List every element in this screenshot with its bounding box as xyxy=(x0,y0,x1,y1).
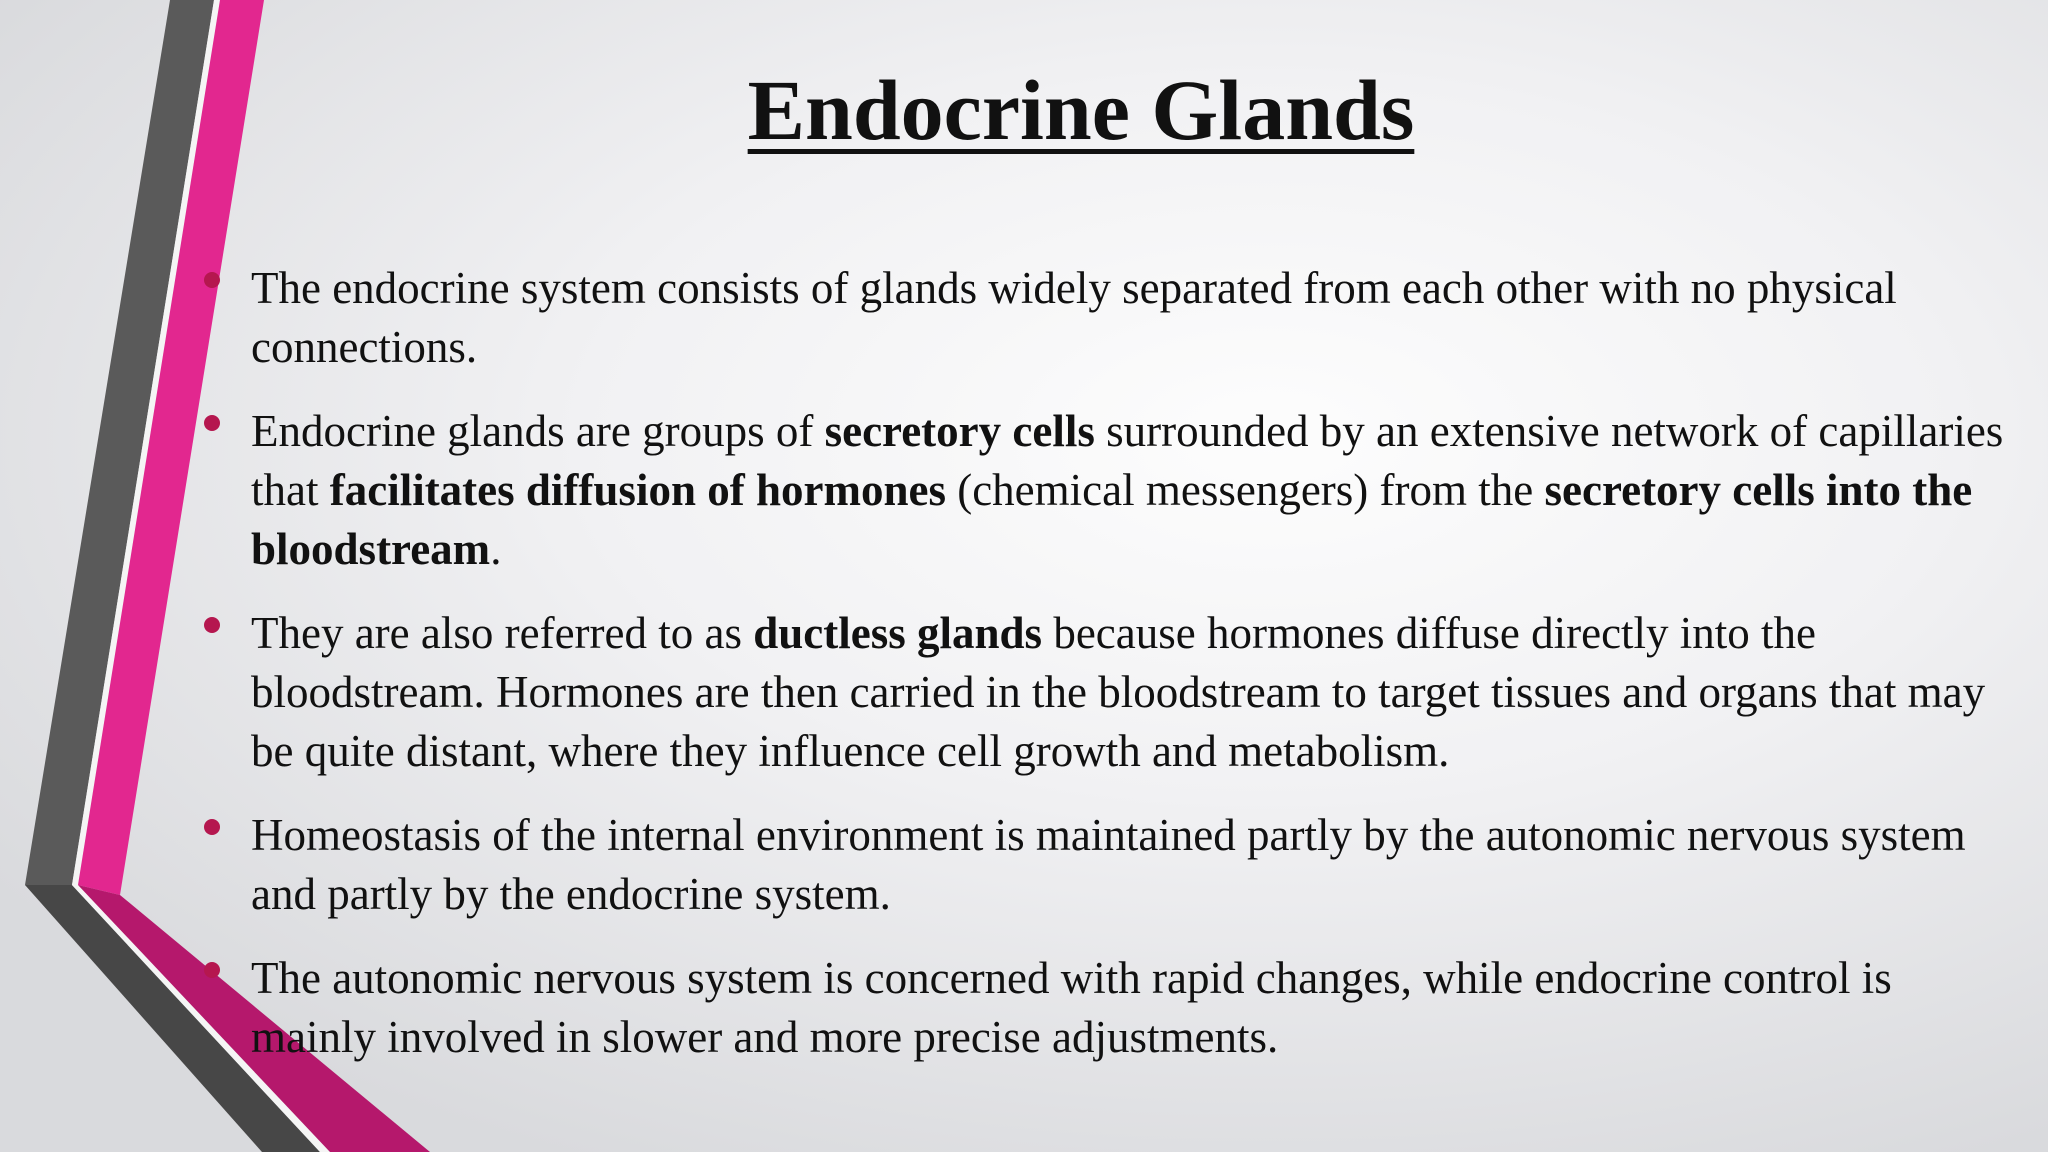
bullet-bold-text: ductless glands xyxy=(753,608,1043,658)
bullet-text: The endocrine system consists of glands widely separated from each other with no physical connections. xyxy=(251,263,1897,372)
slide-title xyxy=(700,58,1462,163)
bullet-text: . xyxy=(490,524,502,574)
bullet-text: (chemical messengers) from the xyxy=(945,465,1545,515)
bullet-text: surrounded by an extensive network of capillaries that xyxy=(251,406,2004,515)
bullet-dot-icon xyxy=(204,819,220,835)
bullet-text: because hormones diffuse directly into the bloodstream. Hormones are then carried in the bloodstream to target tissues and organs that may be quite distant, where they influence cell growth and metabolism. xyxy=(251,608,1986,776)
bullet-list xyxy=(251,259,2011,1092)
bullet-text: Endocrine glands are groups of xyxy=(251,406,825,456)
bullet-bold-text: secretory cells xyxy=(824,406,1095,456)
bullet-text: Homeostasis of the internal environment is maintained partly by the autonomic nervous system and partly by the endocrine system. xyxy=(251,810,1966,919)
bullet-text: The autonomic nervous system is concerned with rapid changes, while endocrine control is mainly involved in slower and more precise adjustments. xyxy=(251,953,1892,1062)
bullet-bold-text: secretory cells into the bloodstream xyxy=(251,465,1973,574)
bullet-item xyxy=(251,604,2011,781)
bullet-item xyxy=(251,806,2011,924)
bullet-text: They are also referred to as xyxy=(251,608,754,658)
bullet-bold-text: facilitates diffusion of hormones xyxy=(329,465,946,515)
bullet-dot-icon xyxy=(204,617,220,633)
slide-title-text: Endocrine Glands xyxy=(747,62,1415,158)
bullet-dot-icon xyxy=(204,962,220,978)
bullet-dot-icon xyxy=(204,272,220,288)
bullet-item xyxy=(251,259,2011,377)
bullet-dot-icon xyxy=(204,415,220,431)
bullet-item xyxy=(251,949,2011,1067)
bullet-item xyxy=(251,402,2011,579)
white-gap-upper xyxy=(72,0,220,885)
